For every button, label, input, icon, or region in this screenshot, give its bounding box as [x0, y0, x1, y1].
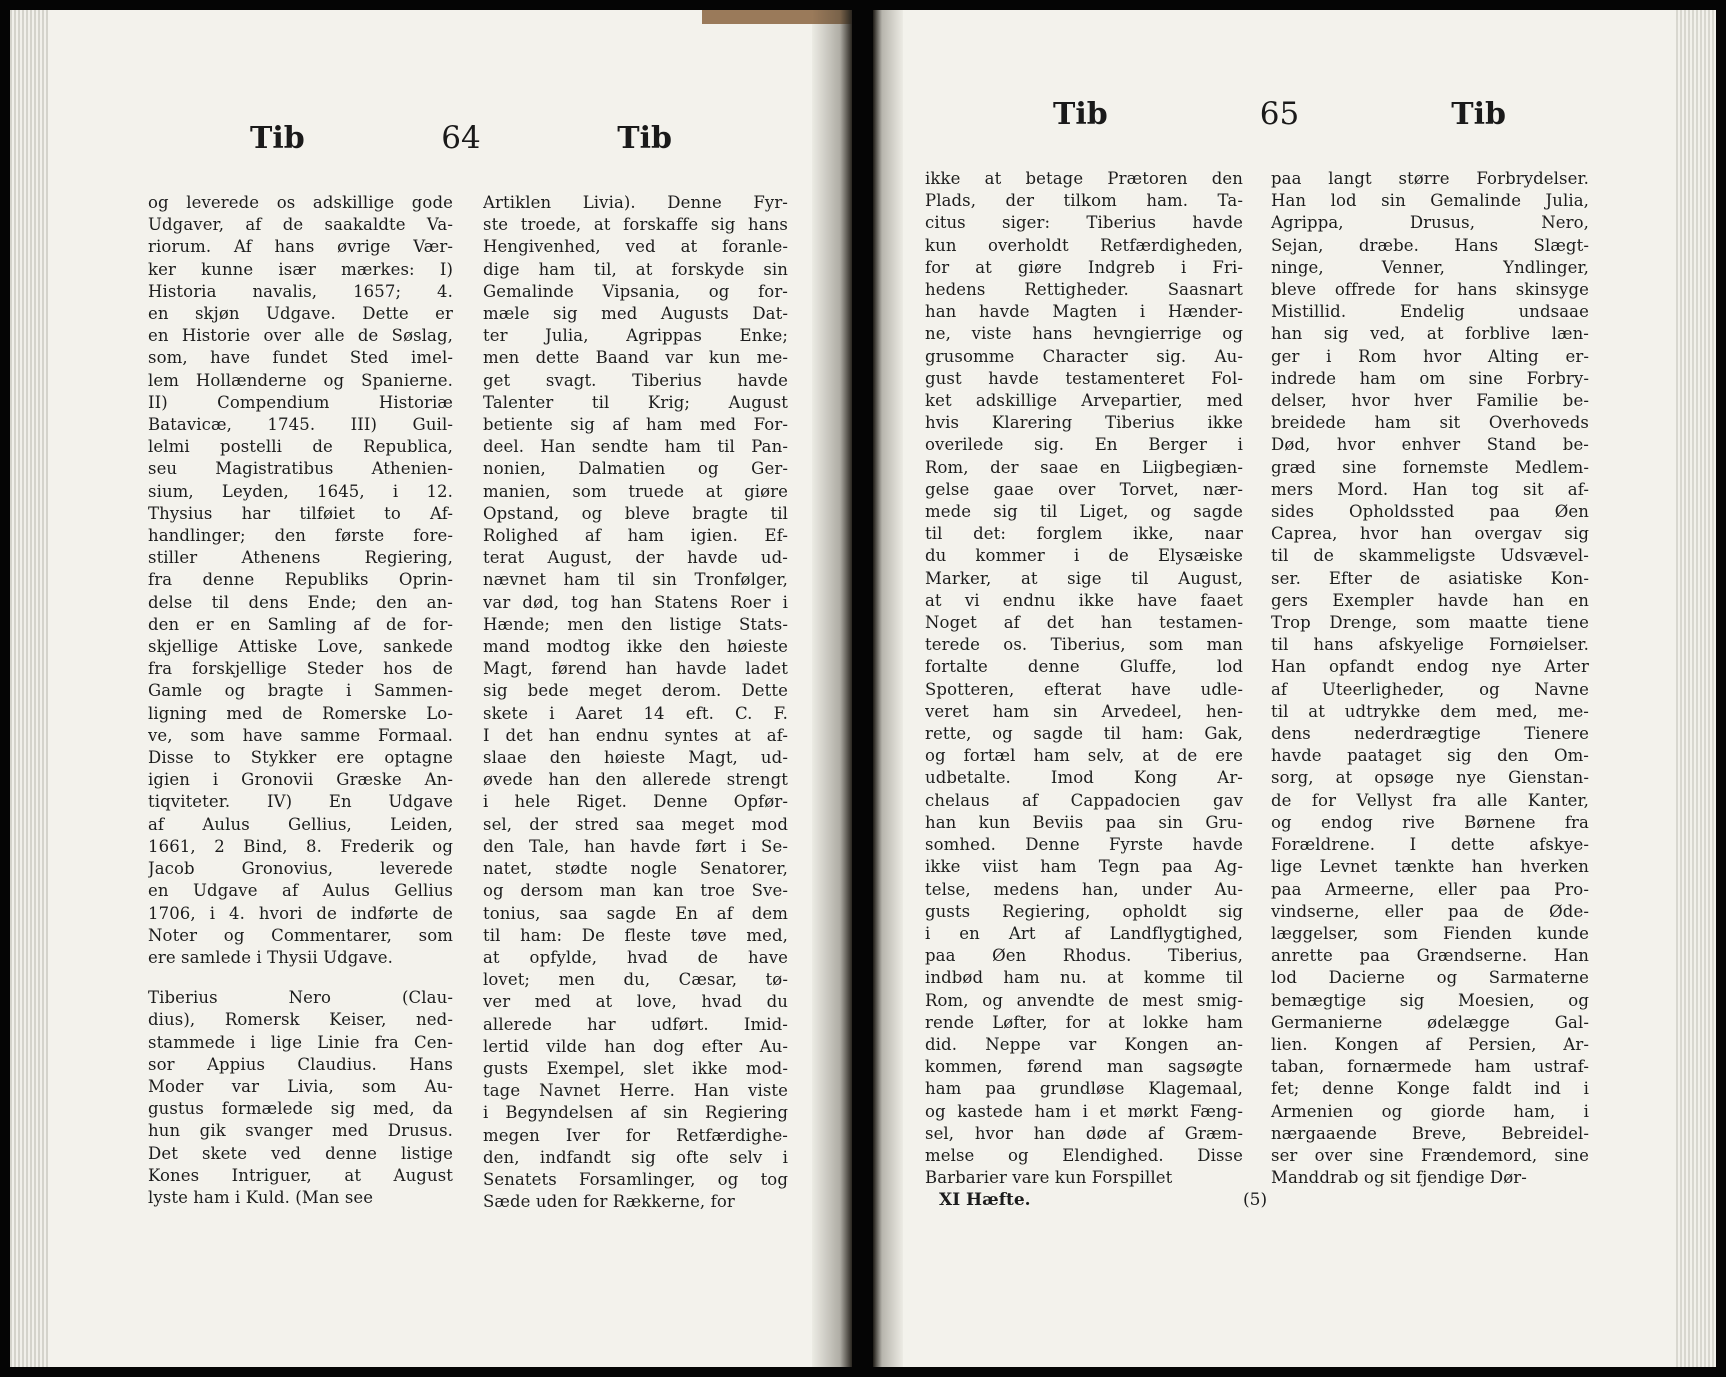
- text-line: Jacob Gronovius, leverede: [148, 859, 453, 879]
- text-columns: [148, 192, 788, 1213]
- text-columns: [925, 168, 1589, 1189]
- head-left: Tib: [250, 121, 305, 156]
- head-right: Tib: [1451, 97, 1506, 132]
- text-line: allerede har udført. Imid-: [483, 1014, 788, 1034]
- text-line: i hele Riget. Denne Opfør-: [483, 792, 788, 812]
- text-line: sor Appius Claudius. Hans: [148, 1054, 453, 1074]
- text-line: tiqviteter. IV) En Udgave: [148, 792, 453, 812]
- page-edges: [10, 10, 48, 1367]
- text-line: de for Vellyst fra alle Kanter,: [1271, 790, 1589, 810]
- paragraph-gap: [148, 969, 453, 987]
- text-line: seu Magistratibus Athenien-: [148, 459, 453, 479]
- text-line: fet; denne Konge faldt ind i: [1271, 1079, 1589, 1099]
- text-line: Germanierne ødelægge Gal-: [1271, 1012, 1589, 1032]
- text-line: ikke viist ham Tegn paa Ag-: [925, 857, 1243, 877]
- book-gutter: [812, 10, 852, 1367]
- text-line: ker kunne især mærkes: I): [148, 259, 453, 279]
- text-line: lelmi postelli de Republica,: [148, 437, 453, 457]
- page-number: 64: [441, 120, 481, 156]
- text-line: sig bede meget derom. Dette: [483, 681, 788, 701]
- text-line: lem Hollænderne og Spanierne.: [148, 370, 453, 390]
- text-line: paa langt større Forbrydelser.: [1271, 169, 1589, 188]
- text-column-1: [148, 192, 453, 1213]
- text-line: Rom, der saae en Liigbegiæn-: [925, 457, 1243, 477]
- text-line: for at giøre Indgreb i Fri-: [925, 257, 1243, 277]
- text-line: Han lod sin Gemalinde Julia,: [1271, 191, 1589, 211]
- text-line: Thysius har tilføiet to Af-: [148, 503, 453, 523]
- text-line: til hans afskyelige Fornøielser.: [1271, 635, 1589, 655]
- text-line: Udgaver, af de saakaldte Va-: [148, 215, 453, 235]
- text-line: udbetalte. Imod Kong Ar-: [925, 768, 1243, 788]
- text-line: slaae den høieste Magt, ud-: [483, 748, 788, 768]
- text-line: gusts Regiering, opholdt sig: [925, 901, 1243, 921]
- text-line: en skjøn Udgave. Dette er: [148, 304, 453, 324]
- text-line: den er en Samling af de for-: [148, 614, 453, 634]
- text-line: paa Øen Rhodus. Tiberius,: [925, 946, 1243, 966]
- head-right: Tib: [617, 121, 672, 156]
- text-line: handlinger; den første fore-: [148, 526, 453, 546]
- text-line: lod Dacierne og Sarmaterne: [1271, 968, 1589, 988]
- text-line: den Tale, han havde ført i Se-: [483, 836, 788, 856]
- text-line: og leverede os adskillige gode: [148, 193, 453, 212]
- text-line: ikke at betage Prætoren den: [925, 169, 1243, 188]
- text-line: 1706, i 4. hvori de indførte de: [148, 903, 453, 923]
- text-line: Sæde uden for Rækkerne, for: [483, 1192, 735, 1212]
- text-line: af Aulus Gellius, Leiden,: [148, 814, 453, 834]
- text-line: kommen, førend man sagsøgte: [925, 1057, 1243, 1077]
- text-line: rette, og sagde til ham: Gak,: [925, 724, 1243, 744]
- text-line: Agrippa, Drusus, Nero,: [1271, 213, 1589, 233]
- text-line: igien i Gronovii Græske An-: [148, 770, 453, 790]
- text-line: Manddrab og sit fjendige Dør-: [1271, 1168, 1527, 1188]
- page-number: 65: [1259, 96, 1300, 132]
- text-line: riorum. Af hans øvrige Vær-: [148, 237, 453, 257]
- text-line: paa Armeerne, eller paa Pro-: [1271, 879, 1589, 899]
- text-line: bemægtige sig Moesien, og: [1271, 990, 1589, 1010]
- text-line: gusts Exempel, slet ikke mod-: [483, 1058, 788, 1078]
- text-line: som, have fundet Sted imel-: [148, 348, 453, 368]
- text-line: Senatets Forsamlinger, og tog: [483, 1169, 788, 1189]
- text-column-2: [483, 192, 788, 1213]
- running-head: [10, 120, 852, 156]
- text-line: den, indfandt sig ofte selv i: [483, 1147, 788, 1167]
- text-line: sium, Leyden, 1645, i 12.: [148, 481, 453, 501]
- text-line: skjellige Attiske Love, sankede: [148, 637, 453, 657]
- right-page-photo: [873, 10, 1716, 1367]
- text-line: Disse to Stykker ere optagne: [148, 748, 453, 768]
- text-line: græd sine fornemste Medlem-: [1271, 457, 1589, 477]
- text-line: deel. Han sendte ham til Pan-: [483, 437, 788, 457]
- text-line: ve, som have samme Formaal.: [148, 725, 453, 745]
- text-line: Noget af det han testamen-: [925, 613, 1243, 633]
- text-line: betiente sig af ham med For-: [483, 415, 788, 435]
- running-head: [873, 96, 1716, 132]
- text-line: fortalte denne Gluffe, lod: [925, 657, 1243, 677]
- text-line: Gamle og bragte i Sammen-: [148, 681, 453, 701]
- text-line: læggelser, som Fienden kunde: [1271, 923, 1589, 943]
- text-line: Hænde; men den listige Stats-: [483, 614, 788, 634]
- text-line: gelse gaae over Torvet, nær-: [925, 479, 1243, 499]
- text-line: han sig ved, at forblive læn-: [1271, 324, 1589, 344]
- text-line: anrette paa Grændserne. Han: [1271, 946, 1589, 966]
- text-line: indrede ham om sine Forbry-: [1271, 368, 1589, 388]
- text-line: Trop Drenge, som maatte tiene: [1271, 613, 1589, 633]
- text-line: tonius, saa sagde En af dem: [483, 903, 788, 923]
- text-line: Marker, at sige til August,: [925, 568, 1243, 588]
- text-line: skete i Aaret 14 eft. C. F.: [483, 703, 788, 723]
- text-line: lige Levnet tænkte han hverken: [1271, 857, 1589, 877]
- text-line: I det han endnu syntes at af-: [483, 725, 788, 745]
- text-line: Magt, førend han havde ladet: [483, 659, 788, 679]
- text-line: gers Exempler havde han en: [1271, 590, 1589, 610]
- text-line: dius), Romersk Keiser, ned-: [148, 1010, 453, 1030]
- text-line: mers Mord. Han tog sit af-: [1271, 479, 1589, 499]
- text-line: Tiberius Nero (Clau-: [148, 988, 453, 1008]
- text-line: Moder var Livia, som Au-: [148, 1076, 453, 1096]
- text-line: sorg, at opsøge nye Gienstan-: [1271, 768, 1589, 788]
- text-line: overilede sig. En Berger i: [925, 435, 1243, 455]
- text-line: gust havde testamenteret Fol-: [925, 368, 1243, 388]
- text-line: i en Art af Landflygtighed,: [925, 923, 1243, 943]
- text-line: ket adskillige Arvepartier, med: [925, 391, 1243, 411]
- text-line: og fortæl ham selv, at de ere: [925, 746, 1243, 766]
- text-line: ham paa grundløse Klagemaal,: [925, 1079, 1243, 1099]
- text-line: Død, hvor enhver Stand be-: [1271, 435, 1589, 455]
- text-line: Armenien og giorde ham, i: [1271, 1101, 1589, 1121]
- text-line: til det: forglem ikke, naar: [925, 524, 1243, 544]
- text-line: Historia navalis, 1657; 4.: [148, 281, 453, 301]
- text-line: bleve offrede for hans skinsyge: [1271, 280, 1589, 300]
- text-line: citus siger: Tiberius havde: [925, 213, 1243, 233]
- text-line: veret ham sin Arvedeel, hen-: [925, 701, 1243, 721]
- text-line: ser. Efter de asiatiske Kon-: [1271, 568, 1589, 588]
- text-line: at opfylde, hvad de have: [483, 947, 788, 967]
- text-line: terede os. Tiberius, som man: [925, 635, 1243, 655]
- left-page-photo: [10, 10, 852, 1367]
- text-line: en Historie over alle de Søslag,: [148, 326, 453, 346]
- text-line: tage Navnet Herre. Han viste: [483, 1081, 788, 1101]
- text-line: kun overholdt Retfærdigheden,: [925, 235, 1243, 255]
- text-line: Forældrene. I dette afskye-: [1271, 835, 1589, 855]
- text-line: hvis Klarering Tiberius ikke: [925, 413, 1243, 433]
- page-edges: [1676, 10, 1716, 1367]
- text-line: mæle sig med Augusts Dat-: [483, 304, 788, 324]
- text-line: Barbarier vare kun Forspillet: [925, 1168, 1173, 1188]
- text-line: nærgaaende Breve, Bebreidel-: [1271, 1123, 1589, 1143]
- text-line: i Begyndelsen af sin Regiering: [483, 1103, 788, 1123]
- text-line: delser, hvor hver Familie be-: [1271, 391, 1589, 411]
- text-line: Caprea, hvor han overgav sig: [1271, 524, 1589, 544]
- text-line: Mistillid. Endelig undsaae: [1271, 302, 1589, 322]
- text-line: ser over sine Frændemord, sine: [1271, 1145, 1589, 1165]
- text-line: til de skammeligste Udsvævel-: [1271, 546, 1589, 566]
- text-line: taban, fornærmede ham ustraf-: [1271, 1057, 1589, 1077]
- text-line: gustus formælede sig med, da: [148, 1099, 453, 1119]
- text-line: fra forskjellige Steder hos de: [148, 659, 453, 679]
- text-line: af Uteerligheder, og Navne: [1271, 679, 1589, 699]
- text-line: indbød ham nu. at komme til: [925, 968, 1243, 988]
- text-line: nonien, Dalmatien og Ger-: [483, 459, 788, 479]
- text-line: breidede ham sit Overhoveds: [1271, 413, 1589, 433]
- text-line: dens nederdrægtige Tienere: [1271, 724, 1589, 744]
- text-line: Plads, der tilkom ham. Ta-: [925, 191, 1243, 211]
- text-column-2: [1271, 168, 1589, 1189]
- text-line: du kommer i de Elysæiske: [925, 546, 1243, 566]
- text-line: nævnet ham til sin Tronfølger,: [483, 570, 788, 590]
- text-line: Artiklen Livia). Denne Fyr-: [483, 193, 788, 212]
- text-line: Gemalinde Vipsania, og for-: [483, 281, 788, 301]
- text-line: lien. Kongen af Persien, Ar-: [1271, 1034, 1589, 1054]
- text-line: at vi endnu ikke have faaet: [925, 590, 1243, 610]
- text-line: Han opfandt endog nye Arter: [1271, 657, 1589, 677]
- text-line: ere samlede i Thysii Udgave.: [148, 947, 393, 967]
- text-line: og endog rive Børnene fra: [1271, 812, 1589, 832]
- text-line: megen Iver for Retfærdighe-: [483, 1125, 788, 1145]
- text-line: stammede i lige Linie fra Cen-: [148, 1032, 453, 1052]
- text-line: Batavicæ, 1745. III) Guil-: [148, 415, 453, 435]
- text-line: get svagt. Tiberius havde: [483, 370, 788, 390]
- text-line: did. Neppe var Kongen an-: [925, 1034, 1243, 1054]
- text-line: chelaus af Cappadocien gav: [925, 790, 1243, 810]
- text-line: manien, som truede at giøre: [483, 481, 788, 501]
- text-line: mand modtog ikke den høieste: [483, 637, 788, 657]
- text-line: var død, tog han Statens Roer i: [483, 592, 788, 612]
- text-line: rende Løfter, for at lokke ham: [925, 1012, 1243, 1032]
- text-line: somhed. Denne Fyrste havde: [925, 835, 1243, 855]
- text-line: Hengivenhed, ved at foranle-: [483, 237, 788, 257]
- sheet-number: (5): [1243, 1190, 1268, 1210]
- text-line: Kones Intriguer, at August: [148, 1165, 453, 1185]
- signature-mark: XI Hæfte.: [939, 1190, 1031, 1210]
- text-line: sides Opholdssted paa Øen: [1271, 502, 1589, 522]
- text-line: han havde Magten i Hænder-: [925, 302, 1243, 322]
- text-line: til ham: De fleste tøve med,: [483, 925, 788, 945]
- text-line: han kun Beviis paa sin Gru-: [925, 812, 1243, 832]
- text-line: til at udtrykke dem med, me-: [1271, 701, 1589, 721]
- text-line: melse og Elendighed. Disse: [925, 1145, 1243, 1165]
- text-line: mede sig til Liget, og sagde: [925, 502, 1243, 522]
- text-line: sel, der stred saa meget mod: [483, 814, 788, 834]
- text-line: Det skete ved denne listige: [148, 1143, 453, 1163]
- text-line: telse, medens han, under Au-: [925, 879, 1243, 899]
- text-line: Sejan, dræbe. Hans Slægt-: [1271, 235, 1589, 255]
- book-gutter: [873, 10, 903, 1367]
- text-column-1: [925, 168, 1243, 1189]
- text-line: lyste ham i Kuld. (Man see: [148, 1187, 374, 1207]
- text-line: øvede han den allerede strengt: [483, 770, 788, 790]
- text-line: og dersom man kan troe Sve-: [483, 881, 788, 901]
- text-line: og kastede ham i et mørkt Fæng-: [925, 1101, 1243, 1121]
- head-left: Tib: [1053, 97, 1108, 132]
- text-line: vindserne, eller paa de Øde-: [1271, 901, 1589, 921]
- text-line: dige ham til, at forskyde sin: [483, 259, 788, 279]
- text-line: Opstand, og bleve bragte til: [483, 503, 788, 523]
- text-line: Rom, og anvendte de mest smig-: [925, 990, 1243, 1010]
- text-line: ste troede, at forskaffe sig hans: [483, 215, 788, 235]
- text-line: lertid vilde han dog efter Au-: [483, 1036, 788, 1056]
- text-line: ver med at love, hvad du: [483, 992, 788, 1012]
- text-line: fra denne Republiks Oprin-: [148, 570, 453, 590]
- text-line: ligning med de Romerske Lo-: [148, 703, 453, 723]
- text-line: en Udgave af Aulus Gellius: [148, 881, 453, 901]
- text-line: II) Compendium Historiæ: [148, 392, 453, 412]
- text-line: Noter og Commentarer, som: [148, 925, 453, 945]
- text-line: natet, stødte nogle Senatorer,: [483, 859, 788, 879]
- text-line: ninge, Venner, Yndlinger,: [1271, 257, 1589, 277]
- text-line: ter Julia, Agrippas Enke;: [483, 326, 788, 346]
- text-line: grusomme Character sig. Au-: [925, 346, 1243, 366]
- text-line: stiller Athenens Regiering,: [148, 548, 453, 568]
- text-line: Spotteren, efterat have udle-: [925, 679, 1243, 699]
- text-line: hedens Rettigheder. Saasnart: [925, 280, 1243, 300]
- text-line: hun gik svanger med Drusus.: [148, 1121, 453, 1141]
- text-line: lovet; men du, Cæsar, tø-: [483, 970, 788, 990]
- text-line: Talenter til Krig; August: [483, 392, 788, 412]
- text-line: ger i Rom hvor Alting er-: [1271, 346, 1589, 366]
- text-line: 1661, 2 Bind, 8. Frederik og: [148, 836, 453, 856]
- text-line: terat August, der havde ud-: [483, 548, 788, 568]
- text-line: men dette Baand var kun me-: [483, 348, 788, 368]
- text-line: havde paataget sig den Om-: [1271, 746, 1589, 766]
- text-line: Rolighed af ham igien. Ef-: [483, 526, 788, 546]
- text-line: delse til dens Ende; den an-: [148, 592, 453, 612]
- text-line: ne, viste hans hevngierrige og: [925, 324, 1243, 344]
- text-line: sel, hvor han døde af Græm-: [925, 1123, 1243, 1143]
